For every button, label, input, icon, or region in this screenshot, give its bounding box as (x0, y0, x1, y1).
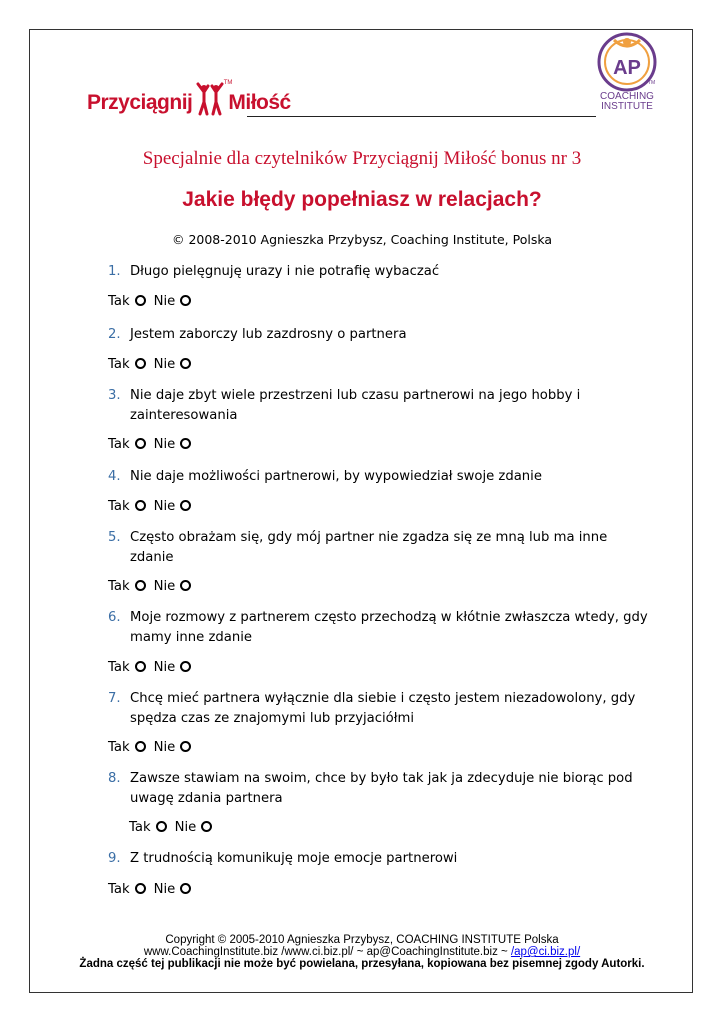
question-number: 3. (108, 388, 121, 403)
footer-email-link[interactable]: /ap@ci.biz.pl/ (510, 946, 581, 958)
question-text: Często obrażam się, gdy mój partner nie zgadza się ze mną lub ma inne zdanie (130, 530, 608, 565)
yes-label: Tak (108, 660, 130, 675)
question-number: 9. (108, 851, 121, 866)
answer-row-8 (129, 819, 220, 837)
brand-trademark: TM (223, 80, 233, 86)
footer-contacts (0, 946, 724, 958)
no-radio[interactable] (180, 580, 191, 591)
no-label: Nie (153, 579, 176, 594)
page-title: Jakie błędy popełniasz w relacjach? (182, 188, 542, 211)
question-text: Moje rozmowy z partnerem często przechodzą w kłótnie zwłaszcza wtedy, gdy mamy inne zdanie (130, 610, 648, 645)
no-radio[interactable] (180, 500, 191, 511)
no-radio[interactable] (180, 358, 191, 369)
yes-radio[interactable] (135, 661, 146, 672)
question-number: 6. (108, 610, 121, 625)
header-rule (247, 116, 596, 117)
yes-label: Tak (108, 294, 130, 309)
no-label: Nie (153, 499, 176, 514)
question-3 (108, 386, 668, 426)
question-9 (108, 849, 668, 869)
yes-radio[interactable] (135, 295, 146, 306)
question-text: Nie daje zbyt wiele przestrzeni lub czasu partnerowi na jego hobby i zainteresowania (130, 388, 581, 423)
question-number: 4. (108, 469, 121, 484)
question-text: Chcę mieć partnera wyłącznie dla siebie i często jestem niezadowolony, gdy spędza czas ze znajomymi lub przyjaciółmi (130, 691, 636, 726)
yes-label: Tak (108, 357, 130, 372)
yes-radio[interactable] (156, 821, 167, 832)
logo-trademark: TM (648, 80, 656, 86)
no-radio[interactable] (180, 883, 191, 894)
coaching-institute-logo (592, 30, 662, 114)
answer-row-2 (108, 356, 199, 374)
no-label: Nie (153, 882, 176, 897)
brand-logo (87, 82, 291, 116)
no-radio[interactable] (180, 661, 191, 672)
footer (0, 934, 724, 970)
question-text: Jestem zaborczy lub zazdrosny o partnera (130, 327, 407, 342)
question-text: Zawsze stawiam na swoim, chce by było tak jak ja zdecyduje nie biorąc pod uwagę zdania partnera (130, 771, 633, 806)
no-radio[interactable] (201, 821, 212, 832)
logo-line-2: INSTITUTE (601, 101, 653, 112)
question-number: 8. (108, 771, 121, 786)
subtitle: Specjalnie dla czytelników Przyciągnij Miłość bonus nr 3 (142, 148, 582, 169)
question-text: Nie daje możliwości partnerowi, by wypowiedział swoje zdanie (130, 469, 542, 484)
answer-row-7 (108, 739, 199, 757)
question-6 (108, 608, 668, 648)
question-5 (108, 528, 668, 568)
no-radio[interactable] (180, 741, 191, 752)
yes-radio[interactable] (135, 438, 146, 449)
yes-radio[interactable] (135, 741, 146, 752)
answer-row-5 (108, 578, 199, 596)
footer-copyright: Copyright © 2005-2010 Agnieszka Przybysz, COACHING INSTITUTE Polska (165, 934, 559, 946)
brand-right-text: Miłość (228, 91, 291, 114)
yes-label: Tak (108, 579, 130, 594)
footer-notice: Żadna część tej publikacji nie może być powielana, przesyłana, kopiowana bez pisemnej zgody Autorki. (79, 958, 645, 970)
no-radio[interactable] (180, 295, 191, 306)
question-4 (108, 467, 668, 487)
answer-row-4 (108, 498, 199, 516)
ap-logo-icon (592, 30, 662, 92)
no-label: Nie (153, 294, 176, 309)
yes-label: Tak (129, 820, 151, 835)
no-label: Nie (174, 820, 197, 835)
answer-row-3 (108, 436, 199, 454)
two-figures-icon (194, 80, 233, 116)
logo-line-1: COACHING (600, 91, 654, 102)
question-text: Z trudnością komunikuję moje emocje partnerowi (130, 851, 458, 866)
no-radio[interactable] (180, 438, 191, 449)
no-label: Nie (153, 740, 176, 755)
question-number: 5. (108, 530, 121, 545)
yes-label: Tak (108, 882, 130, 897)
answer-row-9 (108, 881, 199, 899)
yes-radio[interactable] (135, 580, 146, 591)
answer-row-6 (108, 659, 199, 677)
copyright-line: © 2008-2010 Agnieszka Przybysz, Coaching Institute, Polska (171, 232, 553, 247)
question-1 (108, 262, 668, 282)
question-number: 7. (108, 691, 121, 706)
question-8 (108, 769, 668, 809)
question-7 (108, 689, 668, 729)
question-number: 2. (108, 327, 121, 342)
yes-label: Tak (108, 740, 130, 755)
logo-letters: AP (613, 57, 641, 79)
yes-radio[interactable] (135, 883, 146, 894)
yes-label: Tak (108, 437, 130, 452)
no-label: Nie (153, 660, 176, 675)
question-2 (108, 325, 668, 345)
footer-contacts-text: www.CoachingInstitute.biz /www.ci.biz.pl/ ~ ap@CoachingInstitute.biz ~ (143, 946, 511, 958)
question-text: Długo pielęgnuję urazy i nie potrafię wybaczać (130, 264, 440, 279)
no-label: Nie (153, 437, 176, 452)
answer-row-1 (108, 293, 199, 311)
yes-label: Tak (108, 499, 130, 514)
yes-radio[interactable] (135, 500, 146, 511)
question-number: 1. (108, 264, 121, 279)
brand-left-text: Przyciągnij (87, 91, 193, 114)
no-label: Nie (153, 357, 176, 372)
yes-radio[interactable] (135, 358, 146, 369)
